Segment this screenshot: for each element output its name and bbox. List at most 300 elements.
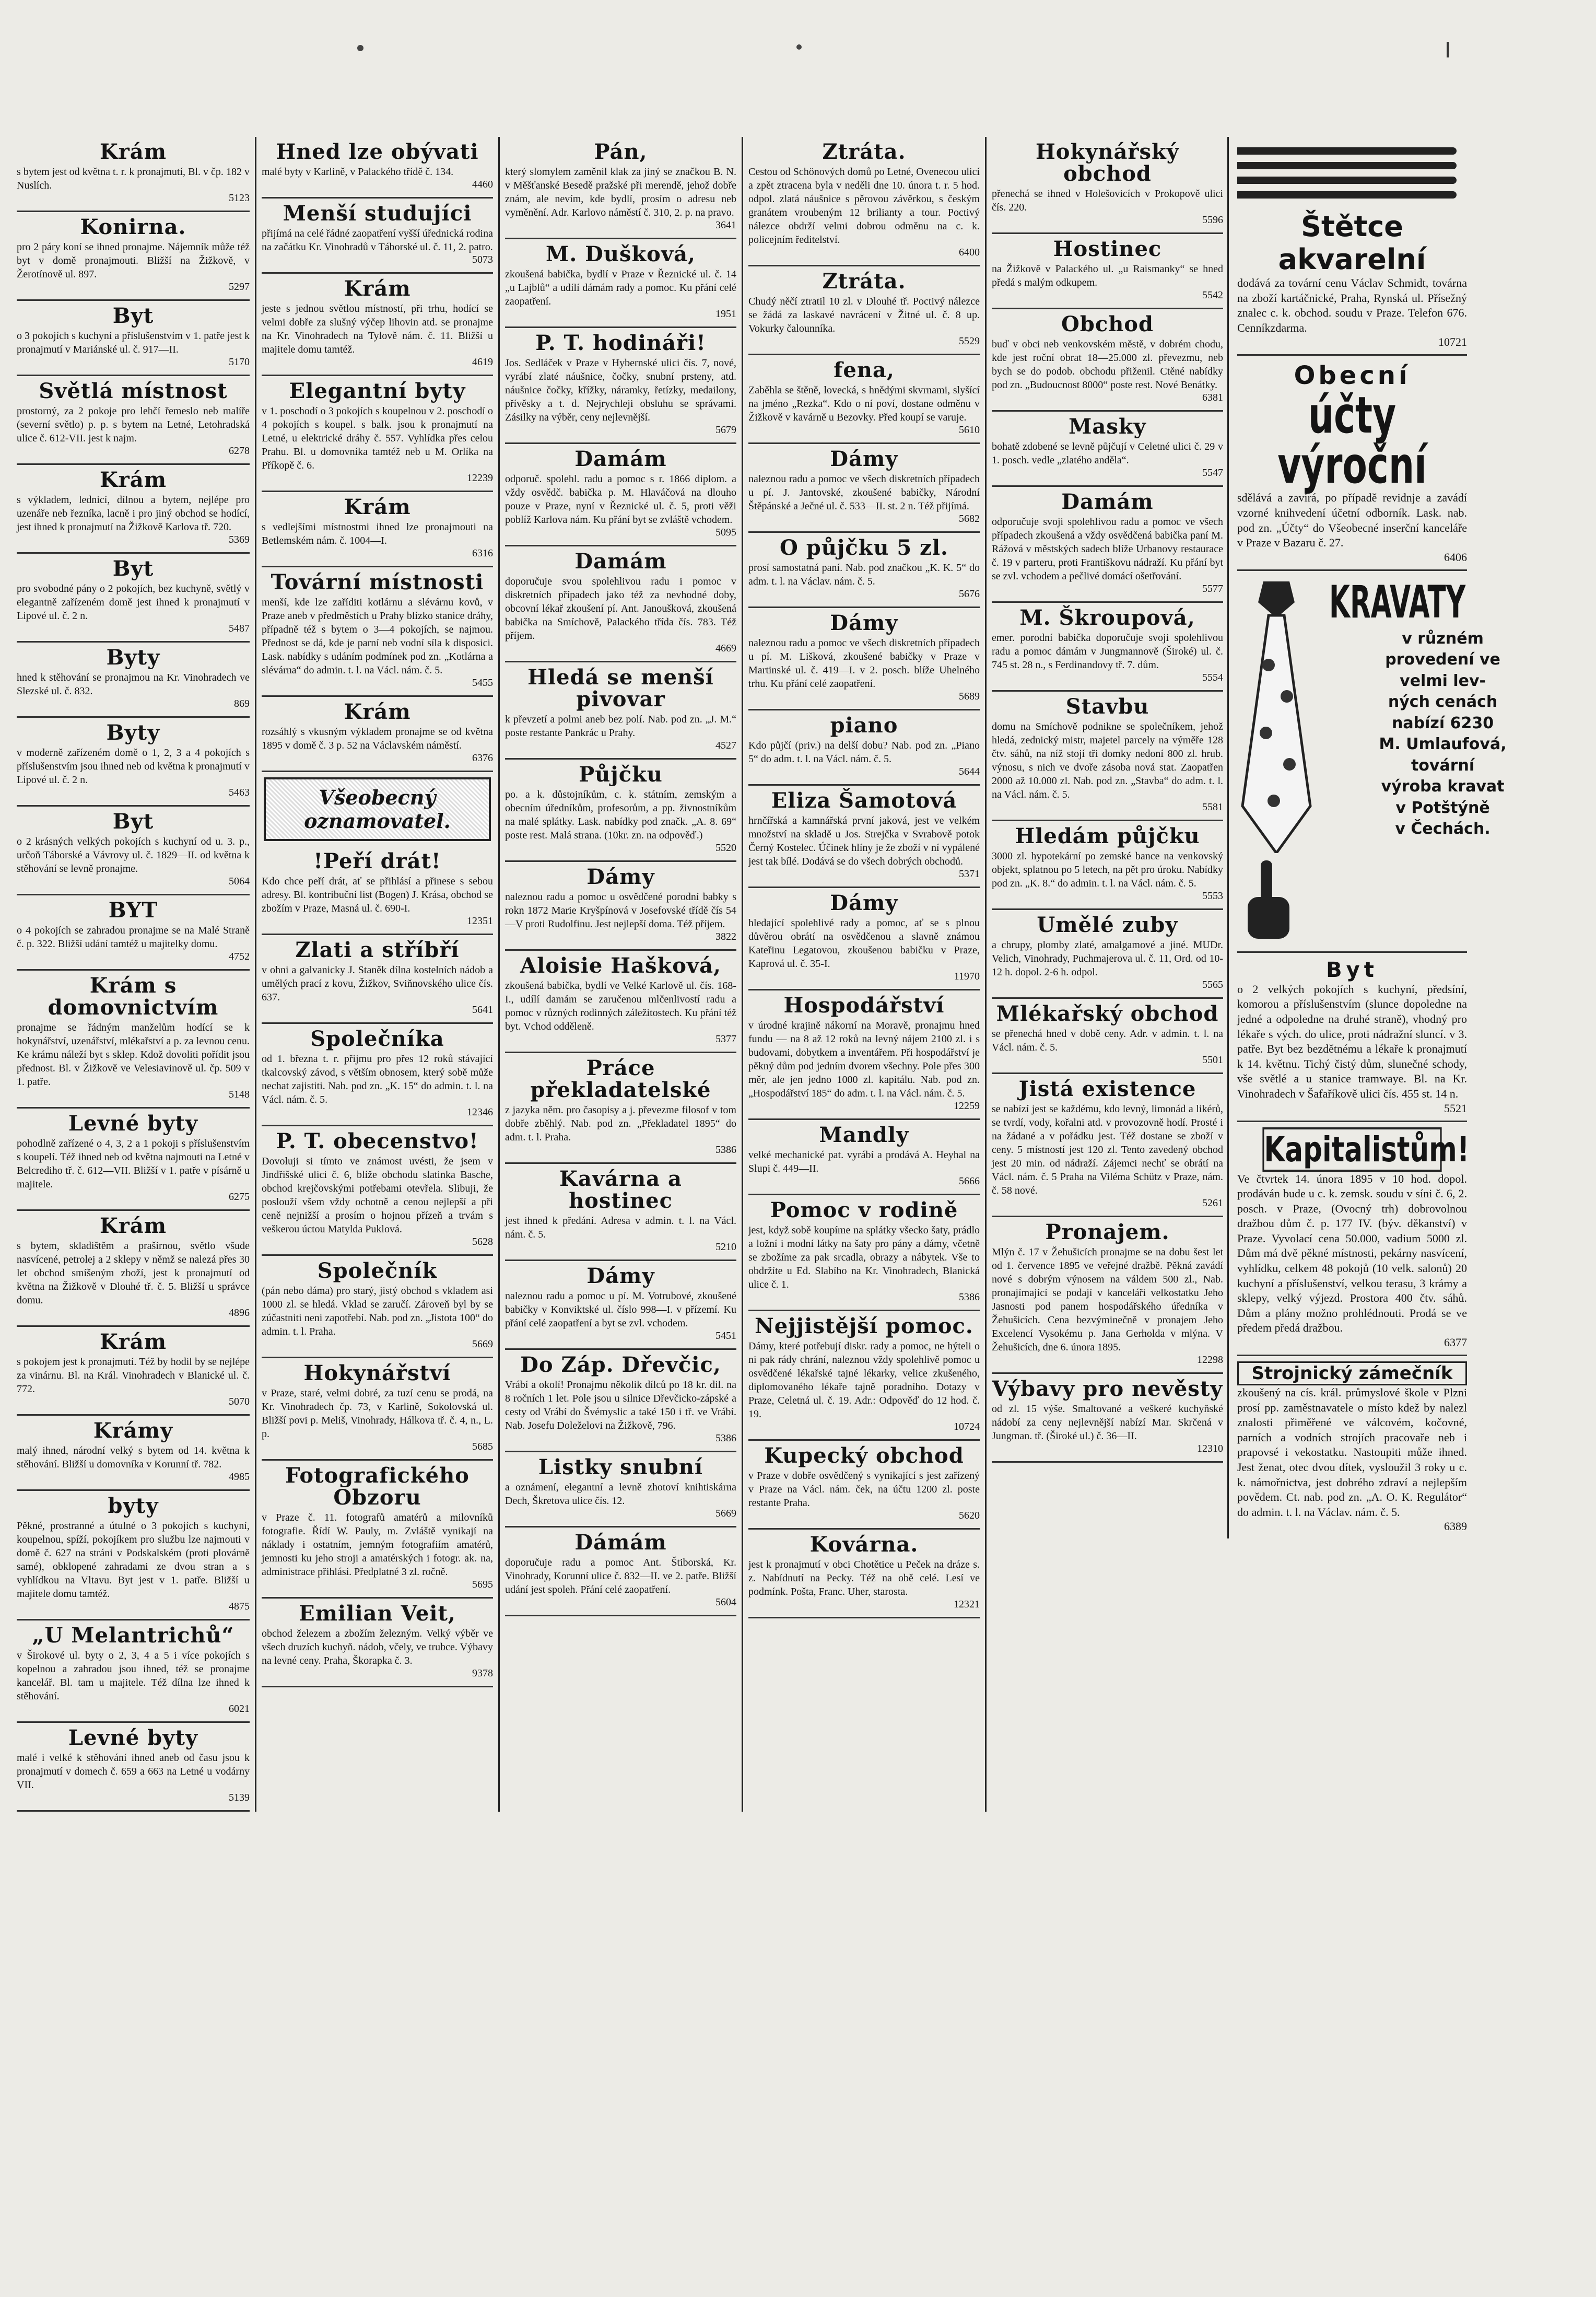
classified-ad	[505, 1452, 736, 1528]
ad-title: Hokynářství	[303, 1361, 451, 1385]
ad-title: Eliza Šamotová	[771, 788, 957, 813]
classified-ad	[992, 309, 1223, 412]
ties-ad	[1237, 571, 1507, 953]
ad-text: bohatě zdobené se levně půjčují v Celetné ulici č. 29 v 1. posch. vedle „zlatého anděla“.	[992, 441, 1223, 466]
ad-text: Mlýn č. 17 v Žehušicích pronajme se na dobu šest let od 1. července 1895 ve veřejné dražbě. Pěkná zavádí nové s dobrým výnosem na váldem 500 zl., Nab. pronajímající se podají v kanceláři velkostatku Jeho Jasnosti pod panem hospodářského úředníka v Žehušicích. Cena bezvýminečně v pronajem Jeho Excelencí Vysokému p. Jana Gerholda v mlýna. V Žehušicích, dne 6. února 1895.	[992, 1246, 1223, 1353]
ad-text: naleznou radu a pomoc ve všech diskretních případech u pí. M. Lišková, zkoušené babičky v Praze v Martinské ul. č. 419—I. v 2. posch. blíže Uhelného trhu. Ku přání celé zaopatření.	[748, 637, 980, 690]
ad-title: piano	[830, 713, 898, 738]
ad-title: Masky	[1069, 414, 1146, 439]
ad-text: o 3 pokojích s kuchyní a příslušenstvím v 1. patře jest k pronajmutí v Mariánské ul. č. 917—II.	[17, 330, 250, 355]
ad-number: 5669	[472, 1338, 493, 1350]
ad-title: Krámy	[93, 1418, 173, 1443]
classified-ad	[992, 1374, 1223, 1463]
ad-title: Damám	[1061, 489, 1154, 514]
ad-text: zkoušená babička, bydlí ve Velké Karlově ul. čís. 168-I., udílí damám se zaručenou mlčenlivostí radu a pomoc v různých rodinných záležitostech. Ku přání též byt. Vchod odděleně.	[505, 980, 736, 1032]
ad-number: 5064	[229, 876, 250, 887]
classified-ad	[17, 971, 250, 1109]
ad-text: jest k pronajmutí v obci Chotětice u Peček na dráze s. z. Nabídnutí na Pecky. Též na obě celé. Lesí ve podmínk. Pošta, Franc. Uher, starosta.	[748, 1559, 980, 1598]
ad-text: naleznou radu a pomoc u osvědčené porodní babky s rokn 1872 Marie Kryšpínová v Josefovské třídě čís 54—V proti Rudolfinu. Jest nejlepší doma. Též příjem.	[505, 891, 736, 930]
ad-number: 4896	[229, 1307, 250, 1319]
ad-number: 5463	[229, 787, 250, 798]
classified-ad	[262, 1126, 493, 1256]
classified-ad	[17, 1723, 250, 1812]
kravaty-line: výroba kravat	[1381, 777, 1505, 796]
ad-text: v moderně zařízeném domě o 1, 2, 3 a 4 pokojích s příslušenstvím jsou ihned neb od května k pronajmutí v Lipové ul. č. 2 n.	[17, 747, 250, 786]
classified-ad	[505, 1261, 736, 1350]
ad-number: 5139	[229, 1792, 250, 1803]
ad-text: pronajme se řádným manželům hodící se k hokynářství, uzenářství, mlékařství a p. za levnou cenu. Ke krámu náleží byt s sklep. Kdož dovoliti pořídit jsou přednost. Bl. v Žižkově ve Velesiavinově ul. čp. 509 v 1. patře.	[17, 1022, 250, 1088]
ad-number: 9378	[472, 1668, 493, 1679]
ad-title: Půjčku	[579, 762, 663, 787]
ad-text: odporuč. spolehl. radu a pomoc s r. 1866 diplom. a vždy osvědč. babička p. M. Hlaváčová na dlouho pouze v Praze, nyní v Řeznické ul. č. 5, proti věži poblíž Karlova nám. Ku přání byt se zvláště vchodem.	[505, 473, 736, 526]
classified-ad	[262, 492, 493, 567]
ad-number: 5542	[1202, 289, 1223, 301]
ad-number: 5695	[472, 1579, 493, 1590]
classified-ad	[262, 1358, 493, 1461]
ad-title: Byt	[112, 556, 154, 581]
ad-title: P. T. hodináři!	[535, 331, 706, 355]
ad-title: Výbavy pro nevěsty	[992, 1377, 1223, 1401]
ad-title: Elegantní byty	[289, 379, 466, 403]
classified-ad	[505, 328, 736, 444]
ad-title: Krám	[99, 139, 167, 164]
ad-text: buď v obci neb venkovském městě, v dobrém chodu, kde jest roční obrat 18—25.000 zl. převezmu, neb bych se do podob. obchodu přiženil. Ctěné nabídky pod zn. „Budoucnost 8000“ poste rest. Nové Benátky.	[992, 339, 1223, 391]
ad-title: Kavárna a hostinec	[559, 1167, 682, 1213]
ad-text: od zl. 15 výše. Smaltované a veškeré kuchyňské nádobí za ceny nejlevnější nabízí Mar. Skrčená v Jungman. tř. (Široké ul.) č. 36—II.	[992, 1403, 1223, 1442]
ad-number: 5547	[1202, 467, 1223, 479]
ad-number: 5073	[472, 254, 493, 265]
ad-text: jest ihned k předání. Adresa v admin. t. l. na Václ. nám. č. 5.	[505, 1215, 736, 1240]
ad-title: Levné byty	[68, 1111, 198, 1136]
classified-ad	[17, 1211, 250, 1327]
ad-title: BYT	[108, 898, 158, 923]
accounts-number: 6406	[1444, 550, 1467, 564]
ad-text: doporučuje svou spolehlivou radu i pomoc v diskretních případech jako též za nevhodné doby, obcovní lékař zkoušení pí. Ant. Janoušková, zkoušená babička na Smíchově, Palackého třída čís. 783. Též příjem.	[505, 576, 736, 642]
ad-text: a chrupy, plomby zlaté, amalgamové a jiné. MUDr. Velich, Vinohrady, Puchmajerova ul. č. 11, Ord. od 10-12 h. dopol. 2-6 h. odpol.	[992, 939, 1223, 978]
ad-number: 6381	[1202, 392, 1223, 403]
ad-title: M. Dušková,	[546, 242, 696, 266]
ad-text: 3000 zl. hypotekární po zemské bance na venkovský objekt, splatnou po 5 letech, na pět pro úroku. Nabídky pod zn. „K. 8.“ do admin. t. l. na Václ. nám. č. 5.	[992, 850, 1223, 889]
ad-title: Hledá se menší pivovar	[527, 665, 714, 712]
ad-title: Světlá místnost	[39, 379, 228, 403]
zamecnik-number: 6389	[1444, 1520, 1467, 1533]
ad-title: Mandly	[819, 1123, 909, 1147]
ad-number: 5369	[229, 534, 250, 545]
ad-title: Pán,	[594, 139, 648, 164]
necktie-illustration	[1237, 581, 1316, 853]
ad-text: malý ihned, národní velký s bytem od 14. května k stěhování. Bližší u domovníka v Korunní tř. 782.	[17, 1445, 250, 1470]
ad-title: Společník	[317, 1258, 438, 1283]
ad-number: 4985	[229, 1471, 250, 1483]
classified-ad	[262, 1599, 493, 1687]
column-3	[498, 137, 742, 1812]
accounts-big-title: účty výroční	[1277, 386, 1427, 495]
ad-number: 12259	[954, 1100, 980, 1112]
byt-ad	[1237, 953, 1467, 1122]
classified-ad	[505, 862, 736, 951]
ad-text: o 2 krásných velkých pokojích s kuchyní od u. 3. p., určoň Táborské a Vávrovy ul. č. 1829—II. od května k stěhování se levně pronajme.	[17, 836, 250, 875]
classified-ad	[505, 137, 736, 239]
ad-text: Kdo půjčí (priv.) na delší dobu? Nab. pod zn. „Piano 5“ do adm. t. l. na Václ. nám. č. 5.	[748, 740, 980, 765]
ad-title: Hokynářský obchod	[1036, 139, 1179, 186]
ad-text: pro 2 páry koní se ihned pronajme. Nájemník může též byt v domě pronajmouti. Bližší na Žižkově, v Žerotínově ul. 897.	[17, 241, 250, 280]
ad-text: na Žižkově v Palackého ul. „u Raismanky“ se hned předá s malým odkupem.	[992, 263, 1223, 288]
byt-number: 5521	[1444, 1101, 1467, 1115]
ad-number: 5596	[1202, 214, 1223, 226]
classified-ad	[992, 999, 1223, 1074]
ad-text: od 1. března t. r. přijmu pro přes 12 roků stávající tkalcovský závod, s větším obnosem, který sobě může nechat zajistiti. Nab. pod zn. „K. 15“ do admin. t. l. na Václ. nám. č. 5.	[262, 1053, 493, 1105]
ad-title: Tovární místnosti	[271, 570, 484, 594]
classified-ad	[992, 412, 1223, 487]
classified-ad	[262, 1256, 493, 1358]
ad-number: 3641	[715, 219, 736, 231]
ad-number: 12346	[467, 1106, 493, 1118]
ad-title: O půjčku 5 zl.	[780, 535, 948, 560]
ad-title: Pronajem.	[1045, 1220, 1170, 1244]
ad-title: Damám	[574, 549, 667, 574]
ad-title: P. T. obecenstvo!	[276, 1129, 479, 1153]
classified-ad	[992, 821, 1223, 910]
ad-number: 10724	[954, 1421, 980, 1432]
ad-text: rozsáhlý s vkusným výkladem pronajme se od května 1895 v domě č. 3 p. 52 na Václavském náměstí.	[262, 726, 493, 751]
classified-ad	[748, 990, 980, 1120]
ad-text: z jazyka něm. pro časopisy a j. převezme filosof v tom dobře zběhlý. Nab. pod zn. „Překladatel 1895“ do adm. t. l. Praha.	[505, 1104, 736, 1143]
kapitalistum-ad	[1237, 1122, 1470, 1357]
ad-title: Umělé zuby	[1037, 913, 1178, 937]
ad-title: Jistá existence	[1018, 1077, 1196, 1101]
brushes-text: dodává za tovární cenu Václav Schmidt, továrna na zboží kartáčnické, Praha, Rynská ul. Přísežný znalec c. k. obchod. soudu v Praze. Telefon 676. Cenníkzdarma.	[1237, 276, 1467, 334]
ad-title: Dámy	[830, 611, 898, 635]
ad-title: Ztráta.	[822, 139, 906, 164]
classified-ad	[748, 355, 980, 444]
ad-text: který slomylem zaměnil klak za jiný se značkou B. N. v Měšťanské Besedě pražské při merendě, jehož dobře znám, ale nevím, kde bydlí, prosím o adresu neb vyměnění. Adr. Karlovo náměstí č. 310, 2. p. na pravo.	[505, 166, 736, 218]
classified-ad	[17, 718, 250, 807]
ad-text: Jos. Sedláček v Praze v Hybernské ulici čís. 7, nové, vyrábí zlaté náušnice, čočky, snubní prsteny, atd. náušnice čočky, křížky, náramky, řetízky, medailony, přívěsky a t. d. Nejrychleji obsluhu se správami. Zásilky na výběr, ceny nejlevnější.	[505, 357, 736, 423]
ad-title: Fotografického Obzoru	[285, 1463, 470, 1510]
ad-text: malé byty v Karlině, v Palackého třídě č. 134.	[262, 166, 454, 178]
classified-columns	[11, 137, 1228, 1812]
ad-title: Obchod	[1061, 312, 1154, 336]
ad-number: 3822	[715, 931, 736, 942]
column-4	[742, 137, 985, 1812]
ad-text: Zaběhla se štěně, lovecká, s hnědými skvrnami, slyšící na jméno „Rezka“. Kdo o ní poví, dostane odměnu v Žižkově v kavárně u Bezovky. Před koupí se varuje.	[748, 384, 980, 423]
ad-text: pro svobodné pány o 2 pokojích, bez kuchyně, světlý v elegantně zařízeném domě jest ihned k pronajmutí v Lipové ul. č. 2 n.	[17, 583, 250, 622]
ad-title: Kupecký obchod	[764, 1443, 964, 1468]
ad-text: Pěkné, prostranné a útulné o 3 pokojích s kuchyní, koupelnou, spíží, pokojíkem pro službu lze najmouti v domě č. 627 na stráni v Podskalském (proti plovárně samé), obklopené zahradami ze dvou stran a s vyhlídkou na Vltavu. Byt jest v 1. patře. Bližší u majitele domu tamtéž.	[17, 1520, 250, 1600]
ad-text: obchod železem a zbožím železným. Velký výběr ve všech druzích kuchyň. nádob, včely, ve trubce. Výbavy na levné ceny. Praha, Škorapka č. 3.	[262, 1628, 493, 1666]
classified-ad	[17, 807, 250, 895]
ad-text: s vedlejšími místnostmi ihned lze pronajmouti na Betlemském nám. č. 1004—I.	[262, 521, 493, 546]
accounts-ad	[1237, 356, 1467, 570]
classified-ad	[748, 137, 980, 266]
ad-number: 5371	[959, 868, 980, 880]
classified-ad	[505, 239, 736, 328]
ad-title: byty	[108, 1494, 159, 1518]
ad-text: v úrodné krajině nákorní na Moravě, pronajmu hned fundu — na 8 až 12 roků na levný nájem 2100 zl. i s budovami, dobytkem a inventářem. Při hospodářství je pěkný dům pod jedním dvorem všechny. Pole přes 300 měr, ale jen jedno 1000 zl. kapitálu. Nab. pod zn. „Hospodářství 185“ do adm. t. l. na Václ. nám. č. 5.	[748, 1020, 980, 1099]
ad-title: Dámám	[574, 1530, 667, 1555]
page-top-marks	[0, 0, 1596, 63]
kravaty-line: v různém	[1402, 629, 1484, 648]
classified-ad	[992, 137, 1223, 234]
classified-ad	[748, 1441, 980, 1530]
ad-title: !Peří drát!	[313, 849, 441, 873]
classified-ad	[262, 199, 493, 274]
classified-ad	[262, 1461, 493, 1599]
classified-ad	[17, 465, 250, 554]
ad-number: 5123	[229, 192, 250, 204]
classified-ad	[505, 1164, 736, 1261]
classified-ad	[748, 710, 980, 786]
classified-ad	[505, 1350, 736, 1452]
ad-number: 12298	[1197, 1354, 1223, 1366]
ad-title: Zlati a stříbří	[295, 938, 460, 962]
ad-title: Krám	[99, 1330, 167, 1354]
ad-number: 5501	[1202, 1054, 1223, 1066]
ad-text: k převzetí a polmi aneb bez polí. Nab. pod zn. „J. M.“ poste restante Pankrác u Prahy.	[505, 714, 736, 739]
ad-text: Chudý něčí ztratil 10 zl. v Dlouhé tř. Poctivý nálezce se žádá za laskavé navrácení v Žitné ul. č. 8 up. Vokurky čalounníka.	[748, 296, 980, 334]
pointing-hand-icon	[1237, 860, 1300, 944]
ad-number: 5095	[715, 527, 736, 538]
classified-ad	[748, 1530, 980, 1618]
ad-number: 1951	[715, 308, 736, 320]
ad-title: Dámy	[586, 1264, 655, 1288]
classified-ad	[17, 895, 250, 971]
ad-title: Krám	[99, 468, 167, 492]
ad-title: Stavbu	[1065, 694, 1149, 719]
ad-text: přijímá na celé řádné zaopatření vyšší úřednická rodina na začátku Kr. Vinohradů v Táborské ul. č. 11, 2. patro.	[262, 228, 493, 253]
ad-text: menší, kde lze zaříditi kotlárnu a slévárnu kovů, v Praze aneb v předměstích u Prahy blízko stanice dráhy, případně též s bytem o 3—4 pokojích, se najmou. Přednost se dá, kde je parní neb vodní síla k disposici. Lask. nabídky s udáním podmínek pod zn. „Kotlárna a slévárna“ do admin. t. l. na Václ. nám. č. 5.	[262, 597, 493, 676]
classified-ad	[17, 1327, 250, 1416]
classified-ad	[505, 1053, 736, 1164]
ad-number: 5610	[959, 424, 980, 436]
ad-text: se nabízí jest se každému, kdo levný, limonád a likérů, se tvrdí, vody, kořalni atd. v provozovně hodí. Prosté i na žádané a v pořádku jest. Též dostane se zboží v ceny. 5 místností jest 120 zl. Tento zavedený obchod jest 20 min. od nádraží. Zájemci nechť se obrátí na Václ. nám. č. 5 Praha na Viléma Schütz v Praze, nám. č. 58 nové.	[992, 1103, 1223, 1196]
ad-number: 5386	[715, 1432, 736, 1444]
ad-title: Krám s domovnictvím	[48, 973, 219, 1020]
ad-number: 5377	[715, 1033, 736, 1045]
ad-number: 5487	[229, 623, 250, 634]
ad-number: 4619	[472, 356, 493, 368]
ad-title: „U Melantrichů“	[32, 1623, 234, 1648]
classified-ad	[748, 1195, 980, 1311]
kravaty-title: KRAVATY	[1329, 576, 1466, 628]
ad-title: Krám	[344, 276, 411, 301]
kravaty-line: velmi lev-	[1400, 671, 1486, 690]
kravaty-line: ných cenách	[1388, 693, 1498, 712]
ad-title: Krám	[344, 495, 411, 519]
ad-number: 5666	[959, 1175, 980, 1187]
ad-text: o 4 pokojích se zahradou pronajme se na Malé Straně č. p. 322. Bližší udání tamtéž u majitelky domu.	[17, 925, 250, 950]
ad-number: 5386	[715, 1144, 736, 1156]
ad-number: 5685	[472, 1441, 493, 1452]
ad-title: Byt	[112, 809, 154, 834]
ad-number: 5628	[472, 1236, 493, 1247]
classified-ad	[505, 951, 736, 1053]
classified-ad	[262, 137, 493, 199]
classified-ad	[505, 444, 736, 546]
classified-ad	[17, 137, 250, 212]
ad-text: prostorný, za 2 pokoje pro lehčí řemeslo neb malíře (severní světlo) p. p. s bytem na Letné, Letohradská ulice č. 612-VII. jest k najm.	[17, 405, 250, 444]
ad-text: hledající spolehlivé rady a pomoc, ať se s plnou důvěrou obrátí na osvědčenou a slavně známou Kateřinu Legatovou, zkoušenou babičku v Praze, Kaprová ul. č. 35-I.	[748, 917, 980, 970]
kravaty-line: M. Umlaufová,	[1379, 735, 1507, 754]
classified-ad	[505, 546, 736, 662]
byt-text: o 2 velkých pokojích s kuchyní, předsíní, komorou a příslušenstvím (slunce dopoledne na jedné a odpoledne na druhé straně), vhodný pro lékaře s vých. do ulice, proti nádražní sluncí. v 3. patře. Byt bez bezdětnému a lékaře k pronajmutí k 14. květnu. Tichý čistý dům, slunečné schody, vše světlé a u stanice tramwaye. Bl. na Kr. Vinohradech v Šafaříkově ulici čís. 455 st. 14 n.	[1237, 982, 1467, 1100]
ad-title: Damám	[574, 447, 667, 471]
kravaty-line: tovární	[1411, 756, 1475, 775]
ad-text: s bytem jest od května t. r. k pronajmutí, Bl. v čp. 182 v Nuslích.	[17, 166, 250, 191]
ad-text: v Praze č. 11. fotografů amatérů a milovníků fotografie. Řídí W. Pauly, m. Zvláště vynikají na náklady i ostatním, jemným fotografiím amatérů, jemnosti ku jeho stroji a amatérských i fotogr. ak. na, administrace přihlásí. Předplatné 3 zl. ročně.	[262, 1512, 493, 1578]
ad-number: 12321	[954, 1599, 980, 1610]
classified-ad	[748, 1120, 980, 1195]
ad-number: 6376	[472, 752, 493, 764]
ad-text: Cestou od Schönových domů po Letné, Ovenecou ulicí a zpět ztracena byla v neděli dne 10. února t. r. 5 hod. odpol. zlatá náušnice s pěrovou závěrkou, s českým granátem vroubeným 12 brilianty a tour. Poctivý nálezce obdrží velmi dobrou odměnu na c. k. policejním ředitelství.	[748, 166, 980, 246]
ad-text: v ohni a galvanicky J. Staněk dílna kostelních nádob a umělých prací z kovu, Žižkov, Sviňnovského ulice čís. 637.	[262, 964, 493, 1003]
ad-text: hrnčířská a kamnářská první jaková, jest ve velkém množství na skladě u Jos. Strejčka v Svrabově potok Černý Kostelec. Účinek hlíny je že zboží v ní vypálené jest tak bílé. Dodává se do všech dobrých obchodů.	[748, 815, 980, 867]
kravaty-line: provedení ve	[1385, 650, 1500, 669]
classified-ad	[17, 554, 250, 643]
ad-text: v Praze v dobře osvědčený s vynikající s jest zařízený v Praze na Václ. nám. ček, na účtu 1200 zl. poste restante Praha.	[748, 1470, 980, 1509]
ad-text: domu na Smíchově podnikne se společníkem, jehož hledá, zednický mistr, majetel parcely na výměře 128 čtv. sáhů, na níž stojí tři domky nedoní 800 zl. hrub. výnosu, s nich ve dvoře zásoba nová stat. Zaopatřen 2000 až 10.000 zl. Nab. pod zn. „Stavba“ do adm. t. l. na Václ. nám. č. 5.	[992, 721, 1223, 800]
ad-title: Společníka	[310, 1027, 444, 1051]
oznamovatel-banner: Všeobecný oznamovatel.	[264, 777, 491, 841]
ad-text: odporučuje svoji spolehlivou radu a pomoc ve všech případech zkoušená a vždy osvědčená babička paní M. Rážová v městských sadech blíže Urbanovy restaurace č. 19 v parteru, proti Františkovu nádraží. Ku přání byt se zvl. vchodem a pečlivé domácí ošetřování.	[992, 516, 1223, 582]
ad-title: Menší studujíci	[283, 201, 472, 226]
ad-number: 869	[234, 698, 250, 709]
ad-number: 5553	[1202, 890, 1223, 902]
classified-ad	[992, 487, 1223, 603]
ad-number: 5070	[229, 1396, 250, 1407]
classified-ad	[992, 234, 1223, 309]
ad-title: Pomoc v rodině	[770, 1198, 958, 1222]
classified-ad	[262, 935, 493, 1024]
classified-ad	[748, 444, 980, 533]
ad-number: 5669	[715, 1508, 736, 1519]
kravaty-line: nabízí 6230	[1392, 714, 1494, 732]
classified-ad	[992, 1217, 1223, 1374]
brushes-ad	[1237, 137, 1467, 356]
ad-number: 5455	[472, 677, 493, 689]
ad-text: s pokojem jest k pronajmutí. Též by hodil by se nejlépe za vinárnu. Bl. na Král. Vinohradech v Blanické ul. č. 772.	[17, 1356, 250, 1395]
ad-number: 6021	[229, 1703, 250, 1715]
classified-ad	[262, 846, 493, 935]
classified-ad	[262, 274, 493, 376]
ad-number: 5565	[1202, 979, 1223, 990]
ad-title: Konirna.	[80, 215, 186, 239]
ad-number: 5554	[1202, 672, 1223, 683]
ad-text: prosí samostatná paní. Nab. pod značkou „K. K. 5“ do adm. t. l. na Václav. nám. č. 5.	[748, 562, 980, 587]
ad-number: 5644	[959, 766, 980, 777]
ad-number: 6275	[229, 1191, 250, 1203]
classified-ad	[748, 1311, 980, 1441]
classified-ad	[505, 760, 736, 862]
ad-text: s bytem, skladištěm a prašírnou, světlo všude nasvícené, petrolej a 2 sklepy v němž se nalezá přes 30 let obchod smíšeným zboží, jest k pronajmutí od května na Žižkově v Dlouhé tř. č. 5. Bližší u správce domu.	[17, 1240, 250, 1306]
classified-ad	[17, 301, 250, 376]
ad-text: Dovoluji si tímto ve známost uvésti, že jsem v Jindřišské ulici č. 6, blíže obchodu slatinka Basche, obchod krejčovskými potřebami otevřela. Slibuji, že poslouží všem vždy ochotně a cenou nejlepší a při ceně nejnižší a prosím o hojnou přízeň a trvám s veškerou úctou Matylda Puklová.	[262, 1156, 493, 1235]
ad-number: 5620	[959, 1510, 980, 1521]
kravaty-text	[1329, 628, 1556, 840]
ad-number: 5682	[959, 513, 980, 524]
kapitalistum-number: 6377	[1444, 1336, 1467, 1349]
classified-ad	[17, 1109, 250, 1211]
ad-number: 5689	[959, 691, 980, 702]
ad-text: pohodlně zařízené o 4, 3, 2 a 1 pokoji s příslušenstvím s koupelí. Též ihned neb od května najmouti na Letné v Belcrediho tř. č. 612—VII. Bližší v 1. patře v písárně u majitele.	[17, 1138, 250, 1190]
ad-title: Nejjistější pomoc.	[755, 1314, 973, 1338]
ad-number: 5604	[715, 1596, 736, 1608]
ad-text: jest, když sobě koupíme na splátky všecko šaty, prádlo a ložní i modní látky na šaty pro pány a dámy, včetně se zbožíme za pak srcadla, obrazy a nábytek. Vše to obdržíte u Ed. Slabího na Kr. Vinohradech, Blanická ulice č. 1.	[748, 1225, 980, 1290]
ad-number: 5520	[715, 842, 736, 854]
ad-title: Hostinec	[1053, 237, 1162, 261]
ad-number: 5679	[715, 424, 736, 436]
ad-text: Vrábí a okolí! Pronajmu několik dílců po 18 kr. dil. na 8 ročních 1 let. Pole jsou u silnice Dřevčicko-zápské a cesty od Vrábí do Švémyslic a také 150 i tř. ve Vrábí. Nab. Josefu Doleželovi na Žižkově, 796.	[505, 1379, 736, 1431]
ad-text: malé i velké k stěhování ihned aneb od času jsou k pronajmutí v domech č. 659 a 663 na Letné u vodárny VII.	[17, 1752, 250, 1791]
brushes-title: Štětce akvarelní	[1278, 210, 1426, 276]
ad-text: naleznou radu a pomoc ve všech diskretních případech u pí. J. Jantovské, zkoušené babičky, Národní Štěpánské a Ječné ul. č. 533—II. st. 2 n. Též přijímá.	[748, 473, 980, 512]
ad-title: Hospodářství	[783, 993, 945, 1018]
ad-title: Dámy	[830, 447, 898, 471]
ad-number: 5386	[959, 1291, 980, 1303]
ad-number: 4460	[472, 179, 493, 190]
ad-number: 6278	[229, 445, 250, 457]
ad-number: 5451	[715, 1330, 736, 1342]
ad-title: Byt	[112, 304, 154, 328]
ad-text: naleznou radu a pomoc u pí. M. Votrubové, zkoušené babičky v Konviktské ul. číslo 998—I. v přízemí. Ku přání celé zaopatření a byt se zvl. vchodem.	[505, 1290, 736, 1329]
classified-ad	[992, 603, 1223, 692]
accounts-small-title: Obecní	[1294, 361, 1411, 391]
ad-title: fena,	[834, 358, 895, 382]
classified-ad	[17, 1620, 250, 1723]
ad-number: 5148	[229, 1089, 250, 1100]
ad-title: Levné byty	[68, 1725, 198, 1750]
ad-text: přenechá se ihned v Holešovicích v Prokopově ulici čís. 220.	[992, 188, 1223, 213]
ad-number: 12239	[467, 472, 493, 484]
ad-number: 6316	[472, 547, 493, 559]
ad-number: 6400	[959, 247, 980, 258]
classified-ad	[992, 692, 1223, 821]
ad-text: se přenechá hned v době ceny. Adr. v admin. t. l. na Václ. nám. č. 5.	[992, 1028, 1223, 1053]
ad-text: v Širokové ul. byty o 2, 3, 4 a 5 i více pokojích s kopelnou a zahradou jsou ihned, též se pronajme kancelář. Bl. tam u majitele. Též dílna lze ihned k stěhování.	[17, 1650, 250, 1702]
ad-title: Hned lze obývati	[276, 139, 479, 164]
ad-title: Mlékařský obchod	[996, 1001, 1219, 1026]
ad-number: 12310	[1197, 1443, 1223, 1454]
ad-title: Hledám půjčku	[1015, 824, 1200, 848]
ad-text: emer. porodní babička doporučuje svoji spolehlivou radu a pomoc dámám v Jungmannově (Široké) ul. č. 745 st. 28 n., s Ferdinandovy tř. 7. dům.	[992, 632, 1223, 671]
right-column	[1227, 137, 1507, 1538]
ad-text: a oznámení, elegantní a levně zhotoví knihtiskárna Dech, Škretova ulice čís. 12.	[505, 1482, 736, 1507]
ad-text: velké mechanické pat. vyrábí a prodává A. Heyhal na Slupi č. 449—II.	[748, 1149, 980, 1174]
classified-ad	[505, 662, 736, 760]
ad-number: 5577	[1202, 583, 1223, 594]
classified-ad	[992, 1074, 1223, 1217]
ad-title: Práce překladatelské	[530, 1056, 711, 1102]
kravaty-line: v Potštýně	[1395, 798, 1490, 817]
zamecnik-ad	[1237, 1356, 1467, 1538]
classified-ad	[748, 533, 980, 608]
column-2	[255, 137, 498, 1812]
ad-number: 4669	[715, 643, 736, 654]
ad-number: 5676	[959, 588, 980, 600]
ad-text: Dámy, které potřebují diskr. rady a pomoc, ne hýteli o ni pak rády chrání, naleznou vždy spolehlivě pomoc u osvědčené lékařské tajné lékarky, velice zkušeného, diplomovaného lékaře tajně poradního. Dotazy v Praze, Celetná ul. č. 19. Adr.: Odpověď do 12 hod. č. 19.	[748, 1340, 980, 1420]
column-1	[11, 137, 255, 1812]
classified-ad	[17, 643, 250, 718]
zamecnik-title: Strojnický zámečník	[1237, 1361, 1467, 1385]
classified-ad	[748, 608, 980, 710]
ad-number: 5581	[1202, 801, 1223, 813]
ad-text: s výkladem, lednicí, dílnou a bytem, nejlépe pro uzenáře neb řezníka, lacně i pro jiný obchod se hodící, jest ihned k pronajmutí na Žižkově Karlova tř. 720.	[17, 494, 250, 533]
ad-number: 4752	[229, 951, 250, 962]
classified-ad	[262, 567, 493, 697]
ad-title: Aloisie Hašková,	[520, 953, 721, 978]
ad-title: Do Záp. Dřevčic,	[520, 1352, 721, 1377]
classified-ad	[262, 697, 493, 772]
